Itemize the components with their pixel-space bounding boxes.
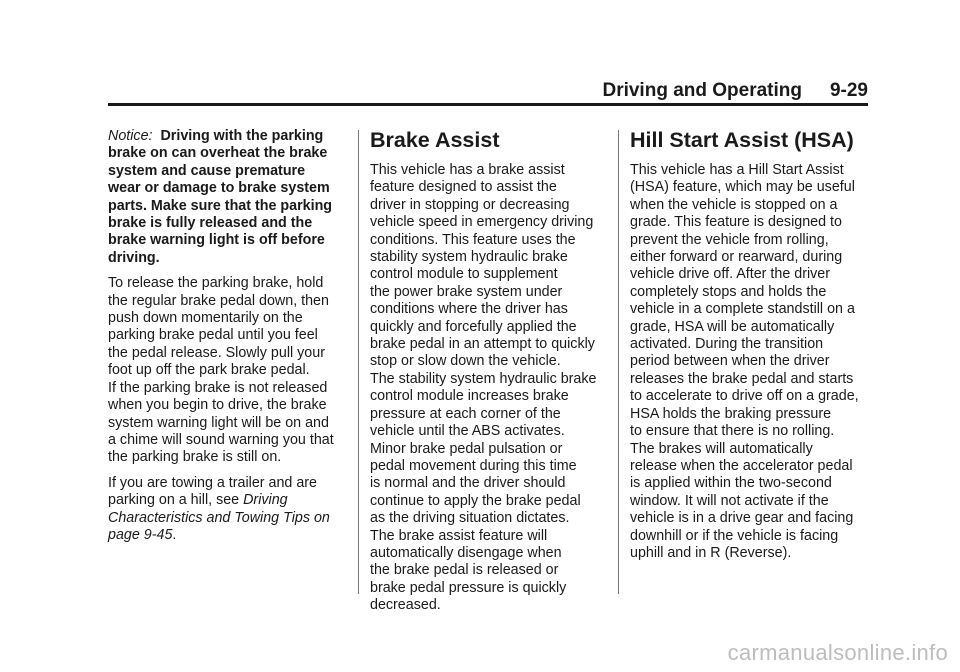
text-line: as the driving situation dictates. (370, 510, 570, 527)
column-2 (370, 128, 606, 623)
text-line: the power brake system under (370, 283, 563, 300)
text-line: Minor brake pedal pulsation or (370, 440, 563, 457)
text-line: when you begin to drive, the brake (108, 397, 327, 414)
text-line: feature designed to assist the (370, 179, 557, 196)
text-line: vehicle drive off. After the driver (630, 266, 830, 283)
text-line: parking on a hill, see Driving (108, 492, 288, 509)
section-title: Driving and Operating (602, 80, 802, 101)
text-line: This vehicle has a Hill Start Assist (630, 162, 844, 178)
section-heading-brake-assist: Brake Assist (370, 128, 500, 152)
text-line: the brake pedal is released or (370, 562, 559, 579)
column-divider-2 (618, 130, 619, 594)
brake-assist-paragraph (370, 162, 606, 615)
page-number: 9-29 (829, 80, 868, 101)
text-line: prevent the vehicle from rolling, (630, 231, 829, 248)
notice-line: wear or damage to brake system (108, 180, 330, 197)
text-line: is applied within the two-second (630, 475, 832, 492)
text-line: to ensure that there is no rolling. (630, 423, 835, 440)
text-line: either forward or rearward, during (630, 249, 843, 266)
text-line: driver in stopping or decreasing (370, 196, 570, 213)
text-line: If the parking brake is not released (108, 379, 328, 396)
text-line: activated. During the transition (630, 336, 824, 353)
text-line: system warning light will be on and (108, 414, 329, 431)
text-line: automatically disengage when (370, 544, 562, 561)
section-heading-hill-start-assist: Hill Start Assist (HSA) (630, 128, 854, 152)
text-line: the parking brake is still on. (108, 449, 282, 466)
text-line: control module increases brake (370, 388, 569, 405)
text-line: decreased. (370, 597, 441, 614)
text-line: page 9-45. (108, 526, 177, 543)
text-line: If you are towing a trailer and are (108, 474, 318, 491)
notice-line: system and cause premature (108, 162, 306, 179)
text-line: release when the accelerator pedal (630, 457, 853, 474)
cross-reference-link[interactable]: page 9-45 (108, 526, 173, 543)
text-line: pressure at each corner of the (370, 405, 561, 422)
text-line: vehicle speed in emergency driving (370, 214, 594, 231)
towing-paragraph (108, 475, 344, 545)
column-divider-1 (358, 130, 359, 594)
text-line: The brake assist feature will (370, 527, 548, 544)
text-line: window. It will not activate if the (630, 492, 829, 509)
notice-line: parts. Make sure that the parking (108, 197, 333, 214)
text-line: the pedal release. Slowly pull your (108, 344, 325, 361)
text-line: releases the brake pedal and starts (630, 370, 854, 387)
column-3 (630, 128, 868, 570)
text-line: control module to supplement (370, 266, 558, 283)
text-line: a chime will sound warning you that (108, 431, 334, 448)
text-line: stop or slow down the vehicle. (370, 353, 561, 370)
text-line: to accelerate to drive off on a grade, (630, 388, 859, 405)
text-line: vehicle is in a drive gear and facing (630, 510, 854, 527)
cross-reference-link[interactable]: Characteristics and Towing Tips on (108, 509, 330, 526)
hill-start-assist-paragraph (630, 162, 868, 562)
notice-line: brake warning light is off before (108, 232, 325, 249)
text-line: completely stops and holds the (630, 283, 827, 300)
notice-line: driving. (108, 249, 160, 266)
notice-line: brake is fully released and the (108, 215, 313, 232)
text-line: brake pedal in an attempt to quickly (370, 336, 595, 353)
text-line: quickly and forcefully applied the (370, 318, 577, 335)
text-line: uphill and in R (Reverse). (630, 544, 792, 561)
text-line: HSA holds the braking pressure (630, 405, 832, 422)
notice-label: Notice: (108, 128, 153, 144)
page-header (0, 80, 960, 104)
notice-line: Notice: Driving with the parking (108, 128, 324, 144)
text-line: continue to apply the brake pedal (370, 492, 581, 509)
text-line: vehicle until the ABS activates. (370, 423, 565, 440)
text-line: pedal movement during this time (370, 457, 577, 474)
text-line: (HSA) feature, which may be useful (630, 179, 855, 196)
text-line: The stability system hydraulic brake (370, 370, 597, 387)
text-line: grade, HSA will be automatically (630, 318, 835, 335)
header-rule (108, 103, 868, 106)
notice-paragraph (108, 128, 344, 267)
text-line: vehicle in a complete standstill on a (630, 301, 855, 318)
text-line: brake pedal pressure is quickly (370, 579, 567, 596)
text-line: grade. This feature is designed to (630, 214, 842, 231)
cross-reference-link[interactable]: Driving (243, 492, 288, 509)
text-line: when the vehicle is stopped on a (630, 196, 838, 213)
text-line: parking brake pedal until you feel (108, 327, 318, 344)
text-line: conditions. This feature uses the (370, 231, 576, 248)
text-line: The brakes will automatically (630, 440, 813, 457)
watermark: carmanualsonline.info (727, 640, 948, 665)
text-line: foot up off the park brake pedal. (108, 362, 310, 379)
text-line: stability system hydraulic brake (370, 249, 568, 266)
text-line: period between when the driver (630, 353, 830, 370)
notice-line: brake on can overheat the brake (108, 145, 328, 162)
text-line: push down momentarily on the (108, 310, 303, 327)
text-line: downhill or if the vehicle is facing (630, 527, 839, 544)
column-1 (108, 128, 344, 552)
text-line: conditions where the driver has (370, 301, 568, 318)
text-line: the regular brake pedal down, then (108, 292, 329, 309)
text-line: This vehicle has a brake assist (370, 162, 565, 178)
parking-brake-release-paragraph (108, 275, 344, 466)
text-line: To release the parking brake, hold (108, 275, 324, 292)
text-line: is normal and the driver should (370, 475, 566, 492)
